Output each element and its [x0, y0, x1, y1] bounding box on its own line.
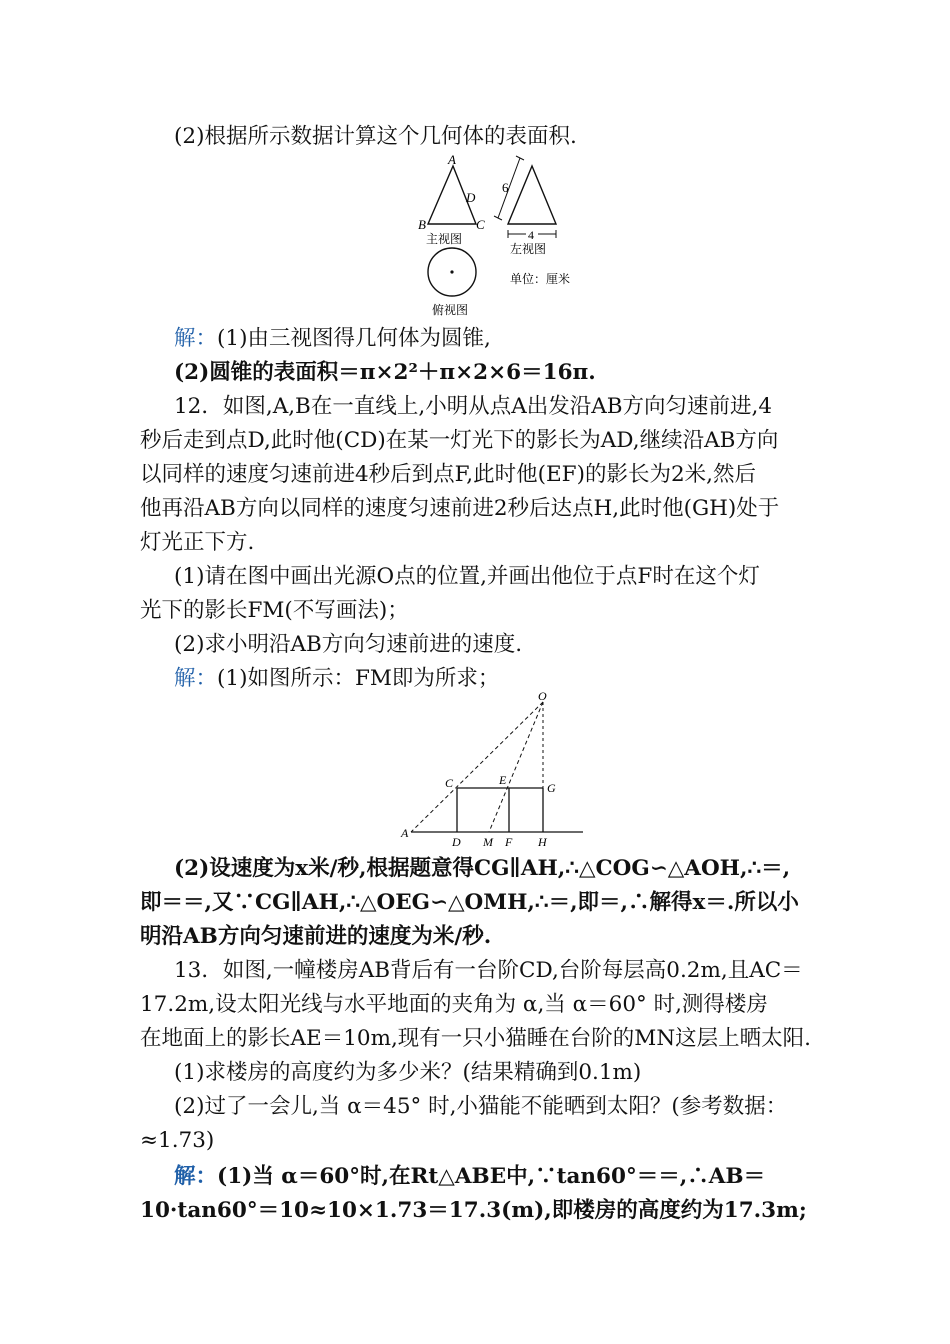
point-E: E: [499, 773, 507, 787]
point-O: O: [538, 690, 547, 703]
ray-O-A: [411, 702, 543, 832]
point-D: D: [452, 835, 461, 849]
q12-solution-1: 解：(1)如图所示：FM即为所求；: [174, 666, 500, 691]
front-view-caption: 主视图: [426, 232, 463, 246]
q13-solution-1-a: 解：(1)当 α＝60°时,在Rt△ABE中,∵tan60°＝＝,∴AB＝: [174, 1164, 766, 1189]
q13-part2-a: (2)过了一会儿,当 α＝45° 时,小猫能不能晒到太阳？(参考数据：: [174, 1094, 788, 1119]
q11-solution-2: (2)圆锥的表面积＝π×2²＋π×2×6＝16π.: [174, 360, 596, 385]
point-H: H: [538, 835, 547, 849]
q13-part1: (1)求楼房的高度约为多少米？(结果精确到0.1m): [174, 1060, 642, 1085]
label-C: C: [476, 217, 485, 232]
width-label: 4: [528, 228, 534, 242]
q13-line-2: 17.2m,设太阳光线与水平地面的夹角为 α,当 α＝60° 时,测得楼房: [140, 992, 768, 1017]
cone-three-views-figure: [410, 152, 590, 320]
side-view-caption: 左视图: [510, 242, 547, 256]
unit-label: 单位：厘米: [510, 272, 571, 286]
slant-length-label: 6: [502, 180, 509, 195]
q11-part2: (2)根据所示数据计算这个几何体的表面积.: [174, 124, 577, 149]
light-shadow-figure: [395, 690, 595, 850]
ray-O-M: [489, 702, 543, 832]
q12-part2: (2)求小明沿AB方向匀速前进的速度.: [174, 632, 523, 657]
point-F: F: [505, 835, 513, 849]
q11-solution-1: 解：(1)由三视图得几何体为圆锥,: [174, 326, 491, 351]
label-B: B: [418, 217, 426, 232]
label-D: D: [466, 190, 476, 205]
q12-line-2: 秒后走到点D,此时他(CD)在某一灯光下的影长为AD,继续沿AB方向: [140, 428, 779, 453]
q13-line-1: 13．如图,一幢楼房AB背后有一台阶CD,台阶每层高0.2m,且AC＝: [174, 958, 803, 983]
q12-line-1: 12．如图,A,B在一直线上,小明从点A出发沿AB方向匀速前进,4: [174, 394, 773, 419]
q12-solution-2-c: 明沿AB方向匀速前进的速度为米/秒.: [140, 924, 492, 949]
point-A: A: [401, 826, 409, 840]
q13-part2-b: ≈1.73): [140, 1128, 215, 1153]
q13-line-3: 在地面上的影长AE＝10m,现有一只小猫睡在台阶的MN这层上晒太阳.: [140, 1026, 811, 1051]
q12-solution-2-b: 即＝＝,又∵CG∥AH,∴△OEG∽△OMH,∴＝,即＝,∴解得x＝.所以小: [140, 890, 799, 915]
point-M: M: [483, 835, 493, 849]
q13-solution-1-b: 10·tan60°＝10≈10×1.73＝17.3(m),即楼房的高度约为17.3m;: [140, 1198, 807, 1223]
q12-line-4: 他再沿AB方向以同样的速度匀速前进2秒后达点H,此时他(GH)处于: [140, 496, 780, 521]
q12-line-5: 灯光正下方.: [140, 530, 255, 555]
label-A: A: [448, 152, 456, 167]
q12-part1-a: (1)请在图中画出光源O点的位置,并画出他位于点F时在这个灯: [174, 564, 760, 589]
point-C: C: [445, 776, 454, 790]
point-G: G: [547, 781, 556, 795]
q12-line-3: 以同样的速度匀速前进4秒后到点F,此时他(EF)的影长为2米,然后: [140, 462, 756, 487]
q12-solution-2-a: (2)设速度为x米/秒,根据题意得CG∥AH,∴△COG∽△AOH,∴＝,: [174, 856, 791, 881]
q12-part1-b: 光下的影长FM(不写画法)；: [140, 598, 409, 623]
side-view-triangle: [508, 166, 556, 224]
top-view-caption: 俯视图: [432, 303, 469, 317]
